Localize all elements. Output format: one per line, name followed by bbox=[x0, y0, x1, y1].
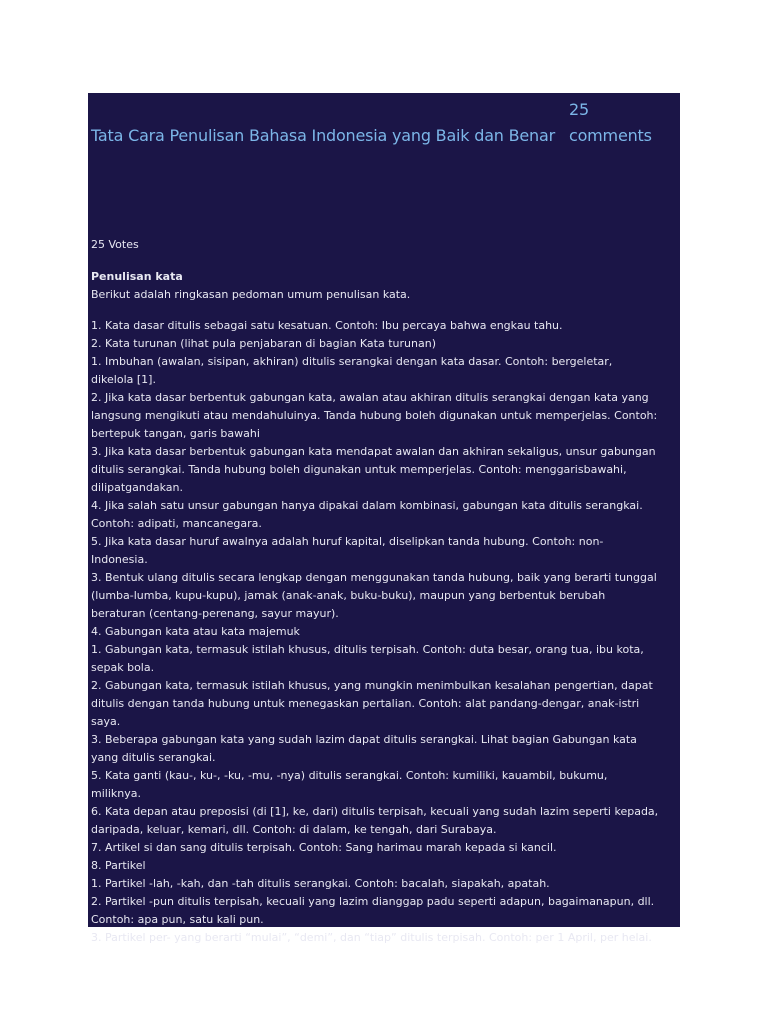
list-item: daripada, keluar, kemari, dll. Contoh: di dalam, ke tengah, dari Surabaya. bbox=[91, 823, 497, 836]
list-item: langsung mengikuti atau mendahuluinya. Tanda hubung boleh digunakan untuk memperjelas. Contoh: bbox=[91, 409, 658, 422]
list-item: 1. Kata dasar ditulis sebagai satu kesatuan. Contoh: Ibu percaya bahwa engkau tahu. bbox=[91, 319, 563, 332]
list-item: 8. Partikel bbox=[91, 859, 146, 872]
list-item: 2. Partikel -pun ditulis terpisah, kecuali yang lazim dianggap padu seperti adapun, bagaimanapun, dll. bbox=[91, 895, 655, 908]
list-item: 6. Kata depan atau preposisi (di [1], ke, dari) ditulis terpisah, kecuali yang sudah lazim seperti kepada, bbox=[91, 805, 659, 818]
list-item: 7. Artikel si dan sang ditulis terpisah. Contoh: Sang harimau marah kepada si kancil. bbox=[91, 841, 557, 854]
list-item: 2. Gabungan kata, termasuk istilah khusus, yang mungkin menimbulkan kesalahan pengertian, dapat bbox=[91, 679, 653, 692]
list-item: (lumba-lumba, kupu-kupu), jamak (anak-anak, buku-buku), maupun yang berbentuk berubah bbox=[91, 589, 606, 602]
list-item: ditulis serangkai. Tanda hubung boleh digunakan untuk memperjelas. Contoh: menggarisbawahi, bbox=[91, 463, 627, 476]
list-item: beraturan (centang-perenang, sayur mayur). bbox=[91, 607, 339, 620]
comments-link[interactable] bbox=[569, 97, 652, 149]
list-item: yang ditulis serangkai. bbox=[91, 751, 216, 764]
list-item: dikelola [1]. bbox=[91, 373, 156, 386]
list-item: 5. Kata ganti (kau-, ku-, -ku, -mu, -nya) ditulis serangkai. Contoh: kumiliki, kauambil, bukumu, bbox=[91, 769, 608, 782]
comments-count: 25 bbox=[568, 100, 589, 119]
list-item: 4. Gabungan kata atau kata majemuk bbox=[91, 625, 300, 638]
list-item: saya. bbox=[91, 715, 121, 728]
intro-text: Berikut adalah ringkasan pedoman umum penulisan kata. bbox=[91, 288, 411, 301]
list-item: ditulis dengan tanda hubung untuk menegaskan pertalian. Contoh: alat pandang-dengar, anak-istri bbox=[91, 697, 640, 710]
list-item: 3. Jika kata dasar berbentuk gabungan kata mendapat awalan dan akhiran sekaligus, unsur gabungan bbox=[91, 445, 656, 458]
list-item: Contoh: apa pun, satu kali pun. bbox=[91, 913, 264, 926]
list-item: dilipatgandakan. bbox=[91, 481, 183, 494]
post-panel bbox=[88, 93, 680, 944]
list-item: 3. Beberapa gabungan kata yang sudah lazim dapat ditulis serangkai. Lihat bagian Gabungan kata bbox=[91, 733, 637, 746]
paragraph-gap bbox=[91, 304, 691, 317]
list-item: 2. Kata turunan (lihat pula penjabaran di bagian Kata turunan) bbox=[91, 337, 436, 350]
post-header bbox=[91, 97, 677, 149]
list-item: 4. Jika salah satu unsur gabungan hanya dipakai dalam kombinasi, gabungan kata ditulis serangkai. bbox=[91, 499, 643, 512]
list-item: Contoh: adipati, mancanegara. bbox=[91, 517, 262, 530]
section-heading: Penulisan kata bbox=[91, 270, 183, 283]
list-item: miliknya. bbox=[91, 787, 141, 800]
comments-label: comments bbox=[568, 126, 652, 145]
list-item: 1. Imbuhan (awalan, sisipan, akhiran) ditulis serangkai dengan kata dasar. Contoh: bergeletar, bbox=[91, 355, 613, 368]
list-item: bertepuk tangan, garis bawahi bbox=[91, 427, 260, 440]
list-item: sepak bola. bbox=[91, 661, 155, 674]
list-item: 1. Partikel -lah, -kah, dan -tah ditulis serangkai. Contoh: bacalah, siapakah, apatah. bbox=[91, 877, 550, 890]
list-item: 5. Jika kata dasar huruf awalnya adalah huruf kapital, diselipkan tanda hubung. Contoh: non- bbox=[91, 535, 604, 548]
votes-count: 25 Votes bbox=[91, 238, 139, 251]
post-title[interactable]: Tata Cara Penulisan Bahasa Indonesia yang Baik dan Benar bbox=[91, 126, 555, 145]
list-item: 3. Partikel per- yang berarti “mulai”, “demi”, dan “tiap” ditulis terpisah. Contoh: per 1 April, per helai. bbox=[91, 931, 652, 944]
list-item: Indonesia. bbox=[91, 553, 148, 566]
post-content bbox=[91, 268, 691, 947]
list-item: 1. Gabungan kata, termasuk istilah khusus, ditulis terpisah. Contoh: duta besar, orang tua, ibu kota, bbox=[91, 643, 644, 656]
list-item: 3. Bentuk ulang ditulis secara lengkap dengan menggunakan tanda hubung, baik yang berarti tunggal bbox=[91, 571, 657, 584]
list-item: 2. Jika kata dasar berbentuk gabungan kata, awalan atau akhiran ditulis serangkai dengan kata yang bbox=[91, 391, 649, 404]
rules-list bbox=[91, 317, 691, 947]
